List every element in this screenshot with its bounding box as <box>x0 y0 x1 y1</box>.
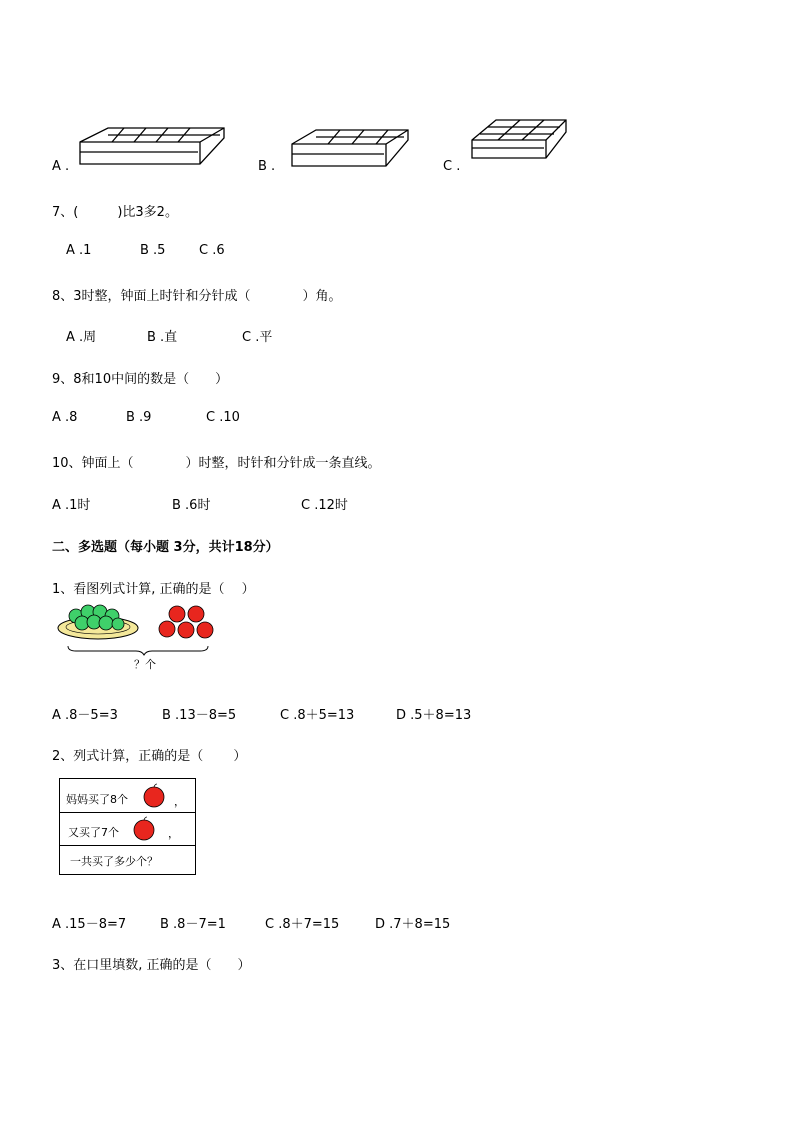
q10-option-a[interactable]: A .1时 <box>52 498 91 513</box>
q10-option-c[interactable]: C .12时 <box>301 498 348 513</box>
row2-end: ， <box>168 827 179 840</box>
q7-stem: 7、( )比3多2。 <box>52 205 178 220</box>
q8-stem: 8、3时整，钟面上时针和分针成（ ）角。 <box>52 289 342 304</box>
q9-stem: 9、8和10中间的数是（ ） <box>52 372 229 387</box>
brace <box>68 646 208 655</box>
q9-option-c[interactable]: C .10 <box>206 410 240 425</box>
red-apple <box>197 622 213 638</box>
q10-option-b[interactable]: B .6时 <box>172 498 211 513</box>
q6-option-c-label: C . <box>443 159 461 174</box>
q7-option-a[interactable]: A .1 <box>66 243 92 258</box>
row1-text: 妈妈买了8个 <box>66 793 128 806</box>
red-apple <box>178 622 194 638</box>
table-row <box>60 779 195 813</box>
table-row <box>60 846 195 874</box>
q8-option-b[interactable]: B .直 <box>147 330 178 345</box>
m1-option-c[interactable]: C .8＋5=13 <box>280 708 355 723</box>
fruit-picture <box>56 602 221 662</box>
word-problem-table <box>59 778 196 875</box>
m1-stem: 1、看图列式计算, 正确的是（ ） <box>52 582 255 597</box>
green-apple <box>112 618 124 630</box>
table-row <box>60 813 195 846</box>
red-apple-icon <box>142 784 166 808</box>
tray-3x3-image <box>470 118 570 160</box>
red-apple <box>169 606 185 622</box>
q6-option-a-label: A . <box>52 159 70 174</box>
brace-label: ？个 <box>134 658 156 671</box>
q8-option-a[interactable]: A .周 <box>66 330 97 345</box>
q6-option-b-label: B . <box>258 159 276 174</box>
m1-option-b[interactable]: B .13－8=5 <box>162 708 237 723</box>
m2-option-c[interactable]: C .8＋7=15 <box>265 917 340 932</box>
m1-option-d[interactable]: D .5＋8=13 <box>396 708 472 723</box>
red-apple <box>159 621 175 637</box>
row2-text: 又买了7个 <box>68 826 119 839</box>
m2-stem: 2、列式计算，正确的是（ ） <box>52 749 247 764</box>
tray-3x2-image <box>290 128 412 168</box>
m2-option-d[interactable]: D .7＋8=15 <box>375 917 451 932</box>
m1-option-a[interactable]: A .8－5=3 <box>52 708 118 723</box>
section-title: 二、多选题（每小题 3分，共计18分） <box>52 540 279 555</box>
q7-option-b[interactable]: B .5 <box>140 243 166 258</box>
row1-end: ， <box>174 795 185 808</box>
red-apple-icon <box>132 817 156 841</box>
q9-option-a[interactable]: A .8 <box>52 410 78 425</box>
q10-stem: 10、钟面上（ ）时整，时针和分针成一条直线。 <box>52 456 381 471</box>
q7-option-c[interactable]: C .6 <box>199 243 225 258</box>
q9-option-b[interactable]: B .9 <box>126 410 152 425</box>
red-apple <box>188 606 204 622</box>
row3-text: 一共买了多少个？ <box>70 855 158 868</box>
tray-4x2-image <box>78 126 228 168</box>
m2-option-a[interactable]: A .15－8=7 <box>52 917 127 932</box>
m2-option-b[interactable]: B .8－7=1 <box>160 917 226 932</box>
m3-stem: 3、在口里填数, 正确的是（ ） <box>52 958 251 973</box>
green-apple <box>99 616 113 630</box>
q8-option-c[interactable]: C .平 <box>242 330 273 345</box>
